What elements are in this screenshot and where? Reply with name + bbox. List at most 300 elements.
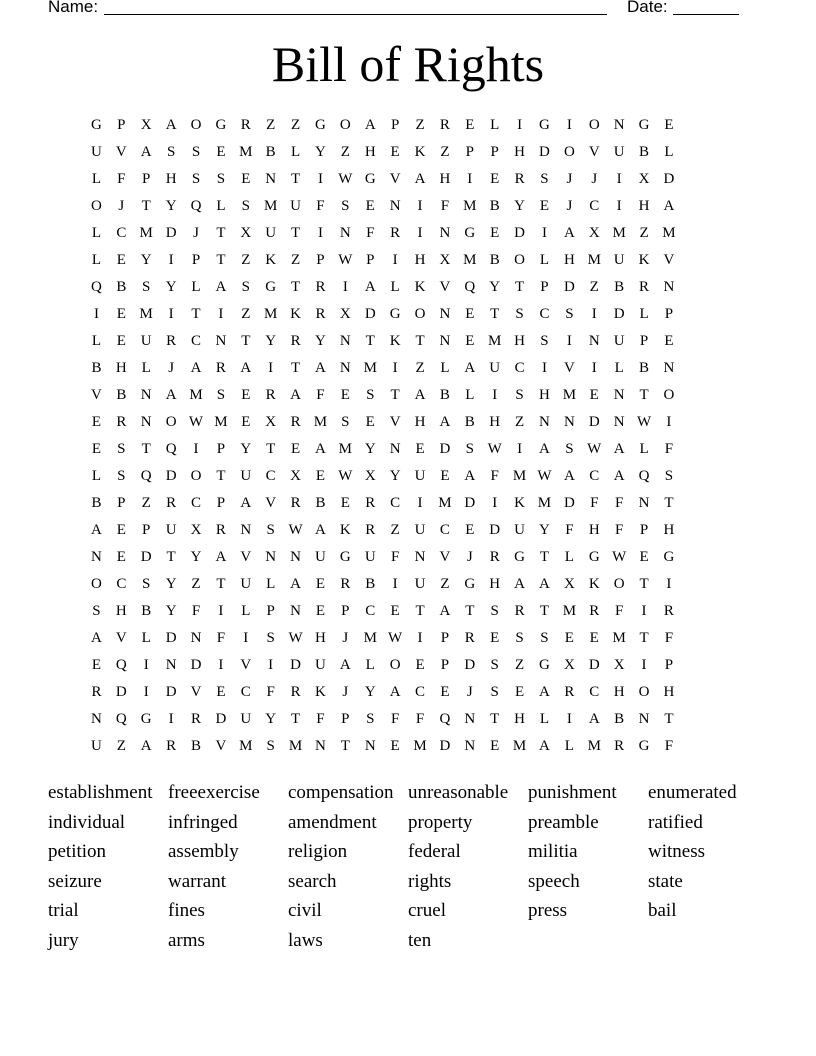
- grid-letter[interactable]: E: [116, 522, 126, 538]
- grid-letter[interactable]: I: [392, 252, 398, 268]
- grid-letter[interactable]: P: [664, 657, 674, 673]
- grid-letter[interactable]: S: [142, 576, 151, 592]
- grid-letter[interactable]: U: [613, 252, 625, 268]
- grid-letter[interactable]: L: [191, 279, 201, 295]
- grid-letter[interactable]: M: [612, 630, 626, 646]
- grid-letter[interactable]: D: [190, 657, 202, 673]
- grid-letter[interactable]: I: [143, 684, 149, 700]
- grid-letter[interactable]: T: [216, 225, 226, 241]
- grid-letter[interactable]: U: [613, 144, 625, 160]
- grid-letter[interactable]: Y: [165, 279, 177, 295]
- grid-letter[interactable]: N: [240, 522, 252, 538]
- grid-letter[interactable]: V: [190, 684, 202, 700]
- grid-letter[interactable]: O: [563, 144, 575, 160]
- grid-letter[interactable]: T: [639, 630, 649, 646]
- grid-letter[interactable]: G: [339, 549, 351, 565]
- grid-letter[interactable]: D: [613, 306, 625, 322]
- grid-letter[interactable]: X: [613, 657, 625, 673]
- grid-letter[interactable]: H: [115, 603, 127, 619]
- grid-letter[interactable]: N: [389, 441, 401, 457]
- grid-letter[interactable]: L: [290, 144, 301, 160]
- grid-letter[interactable]: N: [315, 738, 326, 754]
- grid-letter[interactable]: R: [215, 522, 226, 538]
- grid-letter[interactable]: N: [165, 657, 177, 673]
- grid-letter[interactable]: E: [241, 171, 251, 187]
- grid-letter[interactable]: A: [315, 360, 326, 376]
- name-blank-line[interactable]: [104, 14, 607, 15]
- grid-letter[interactable]: C: [439, 522, 450, 538]
- grid-letter[interactable]: I: [193, 441, 199, 457]
- grid-letter[interactable]: V: [115, 630, 127, 646]
- grid-letter[interactable]: K: [414, 144, 426, 160]
- grid-letter[interactable]: S: [191, 171, 201, 187]
- grid-letter[interactable]: U: [165, 522, 177, 538]
- grid-letter[interactable]: M: [338, 441, 353, 457]
- grid-letter[interactable]: L: [664, 144, 674, 160]
- grid-letter[interactable]: D: [215, 711, 227, 727]
- grid-letter[interactable]: T: [639, 576, 649, 592]
- grid-letter[interactable]: A: [364, 279, 376, 295]
- grid-letter[interactable]: Z: [141, 495, 151, 511]
- grid-letter[interactable]: D: [165, 630, 177, 646]
- grid-letter[interactable]: T: [490, 711, 500, 727]
- grid-letter[interactable]: D: [539, 144, 550, 160]
- grid-letter[interactable]: H: [364, 144, 376, 160]
- grid-letter[interactable]: V: [389, 414, 401, 430]
- grid-letter[interactable]: F: [440, 198, 450, 214]
- grid-letter[interactable]: V: [91, 387, 102, 403]
- grid-letter[interactable]: M: [512, 468, 527, 484]
- grid-letter[interactable]: R: [290, 495, 301, 511]
- grid-letter[interactable]: E: [440, 468, 450, 484]
- grid-letter[interactable]: I: [218, 306, 224, 322]
- grid-letter[interactable]: E: [664, 333, 674, 349]
- grid-letter[interactable]: L: [365, 657, 375, 673]
- grid-letter[interactable]: T: [465, 603, 475, 619]
- grid-letter[interactable]: D: [588, 657, 600, 673]
- grid-letter[interactable]: R: [340, 576, 351, 592]
- grid-letter[interactable]: D: [439, 738, 451, 754]
- grid-letter[interactable]: R: [315, 306, 326, 322]
- grid-letter[interactable]: H: [563, 252, 575, 268]
- grid-letter[interactable]: F: [390, 711, 400, 727]
- grid-letter[interactable]: T: [539, 549, 550, 565]
- grid-letter[interactable]: N: [613, 387, 625, 403]
- grid-letter[interactable]: H: [489, 414, 501, 430]
- grid-letter[interactable]: O: [91, 198, 102, 214]
- grid-letter[interactable]: A: [240, 495, 252, 511]
- grid-letter[interactable]: S: [117, 468, 126, 484]
- grid-letter[interactable]: F: [316, 387, 325, 403]
- grid-letter[interactable]: R: [166, 333, 177, 349]
- grid-letter[interactable]: Y: [364, 684, 376, 700]
- grid-letter[interactable]: Q: [165, 441, 177, 457]
- grid-letter[interactable]: P: [490, 144, 499, 160]
- grid-letter[interactable]: S: [341, 198, 350, 214]
- grid-letter[interactable]: O: [414, 306, 426, 322]
- grid-letter[interactable]: B: [639, 360, 650, 376]
- grid-letter[interactable]: B: [191, 738, 202, 754]
- grid-letter[interactable]: R: [365, 522, 376, 538]
- grid-letter[interactable]: C: [415, 684, 426, 700]
- grid-letter[interactable]: O: [165, 414, 177, 430]
- grid-letter[interactable]: T: [340, 738, 350, 754]
- grid-letter[interactable]: N: [364, 738, 376, 754]
- grid-letter[interactable]: U: [240, 711, 252, 727]
- grid-letter[interactable]: U: [315, 657, 326, 673]
- grid-letter[interactable]: E: [490, 171, 500, 187]
- grid-letter[interactable]: V: [439, 279, 451, 295]
- grid-letter[interactable]: X: [439, 252, 451, 268]
- grid-letter[interactable]: E: [365, 198, 375, 214]
- grid-letter[interactable]: O: [190, 117, 202, 133]
- grid-letter[interactable]: Z: [290, 117, 301, 133]
- grid-letter[interactable]: Q: [91, 279, 102, 295]
- grid-letter[interactable]: Q: [115, 657, 127, 673]
- grid-letter[interactable]: C: [365, 603, 376, 619]
- grid-letter[interactable]: V: [115, 144, 127, 160]
- grid-letter[interactable]: K: [414, 279, 426, 295]
- grid-letter[interactable]: Z: [415, 360, 425, 376]
- grid-letter[interactable]: T: [141, 441, 151, 457]
- grid-letter[interactable]: S: [341, 414, 350, 430]
- grid-letter[interactable]: E: [315, 576, 326, 592]
- grid-letter[interactable]: O: [389, 657, 401, 673]
- grid-letter[interactable]: S: [92, 603, 101, 619]
- grid-letter[interactable]: D: [489, 522, 501, 538]
- grid-letter[interactable]: I: [268, 360, 274, 376]
- grid-letter[interactable]: W: [188, 414, 204, 430]
- grid-letter[interactable]: A: [140, 738, 152, 754]
- grid-letter[interactable]: W: [612, 549, 627, 565]
- grid-letter[interactable]: X: [190, 522, 202, 538]
- grid-letter[interactable]: R: [614, 738, 625, 754]
- grid-letter[interactable]: D: [140, 549, 152, 565]
- grid-letter[interactable]: I: [317, 225, 323, 241]
- grid-letter[interactable]: I: [243, 630, 249, 646]
- grid-letter[interactable]: A: [539, 576, 550, 592]
- grid-letter[interactable]: M: [288, 738, 303, 754]
- grid-letter[interactable]: T: [141, 198, 151, 214]
- grid-letter[interactable]: H: [638, 198, 650, 214]
- grid-letter[interactable]: F: [565, 522, 574, 538]
- grid-letter[interactable]: R: [663, 603, 674, 619]
- grid-letter[interactable]: T: [290, 711, 301, 727]
- grid-letter[interactable]: K: [265, 252, 277, 268]
- grid-letter[interactable]: F: [490, 468, 499, 484]
- grid-letter[interactable]: K: [638, 252, 650, 268]
- grid-letter[interactable]: M: [264, 306, 278, 322]
- grid-letter[interactable]: L: [564, 738, 574, 754]
- grid-letter[interactable]: R: [439, 117, 450, 133]
- grid-letter[interactable]: I: [417, 225, 423, 241]
- grid-letter[interactable]: V: [240, 549, 252, 565]
- grid-letter[interactable]: C: [589, 684, 600, 700]
- grid-letter[interactable]: E: [539, 198, 550, 214]
- grid-letter[interactable]: E: [390, 144, 400, 160]
- grid-letter[interactable]: B: [315, 495, 326, 511]
- grid-letter[interactable]: I: [392, 576, 398, 592]
- grid-letter[interactable]: I: [467, 171, 473, 187]
- grid-letter[interactable]: T: [290, 360, 301, 376]
- grid-letter[interactable]: S: [565, 441, 574, 457]
- grid-letter[interactable]: L: [91, 225, 102, 241]
- grid-letter[interactable]: Y: [265, 333, 277, 349]
- grid-letter[interactable]: N: [91, 711, 102, 727]
- grid-letter[interactable]: S: [540, 333, 549, 349]
- grid-letter[interactable]: X: [563, 576, 575, 592]
- grid-letter[interactable]: P: [540, 279, 549, 295]
- grid-letter[interactable]: L: [266, 576, 276, 592]
- grid-letter[interactable]: N: [290, 549, 301, 565]
- grid-letter[interactable]: G: [539, 117, 550, 133]
- grid-letter[interactable]: A: [563, 468, 575, 484]
- grid-letter[interactable]: K: [389, 333, 401, 349]
- grid-letter[interactable]: N: [638, 495, 650, 511]
- grid-letter[interactable]: A: [290, 387, 301, 403]
- grid-letter[interactable]: S: [565, 306, 574, 322]
- grid-letter[interactable]: L: [216, 198, 226, 214]
- grid-letter[interactable]: B: [614, 279, 625, 295]
- grid-letter[interactable]: O: [613, 576, 625, 592]
- grid-letter[interactable]: I: [517, 441, 523, 457]
- grid-letter[interactable]: U: [315, 549, 326, 565]
- grid-letter[interactable]: Z: [340, 144, 350, 160]
- grid-letter[interactable]: C: [240, 684, 251, 700]
- grid-letter[interactable]: L: [141, 630, 151, 646]
- grid-letter[interactable]: G: [315, 117, 326, 133]
- grid-letter[interactable]: R: [489, 549, 500, 565]
- grid-letter[interactable]: S: [490, 603, 499, 619]
- grid-letter[interactable]: N: [613, 117, 625, 133]
- grid-letter[interactable]: S: [191, 144, 201, 160]
- grid-letter[interactable]: N: [339, 333, 351, 349]
- grid-letter[interactable]: N: [190, 630, 202, 646]
- grid-letter[interactable]: M: [214, 414, 228, 430]
- grid-letter[interactable]: I: [93, 306, 99, 322]
- grid-letter[interactable]: R: [564, 684, 575, 700]
- grid-letter[interactable]: M: [562, 387, 577, 403]
- grid-letter[interactable]: H: [439, 171, 451, 187]
- grid-letter[interactable]: Y: [364, 441, 376, 457]
- grid-letter[interactable]: T: [216, 252, 226, 268]
- grid-letter[interactable]: L: [141, 360, 151, 376]
- grid-letter[interactable]: S: [266, 738, 275, 754]
- grid-letter[interactable]: C: [191, 495, 202, 511]
- grid-letter[interactable]: C: [390, 495, 401, 511]
- grid-letter[interactable]: S: [366, 387, 375, 403]
- grid-letter[interactable]: Z: [390, 522, 400, 538]
- grid-letter[interactable]: J: [342, 684, 349, 700]
- grid-letter[interactable]: E: [340, 495, 350, 511]
- grid-letter[interactable]: A: [240, 360, 252, 376]
- grid-letter[interactable]: P: [316, 252, 325, 268]
- grid-letter[interactable]: X: [638, 171, 650, 187]
- grid-letter[interactable]: E: [290, 441, 301, 457]
- grid-letter[interactable]: F: [590, 495, 599, 511]
- grid-letter[interactable]: T: [241, 333, 251, 349]
- grid-letter[interactable]: E: [639, 549, 649, 565]
- grid-letter[interactable]: J: [168, 360, 175, 376]
- grid-letter[interactable]: N: [439, 306, 451, 322]
- grid-letter[interactable]: D: [364, 306, 376, 322]
- grid-letter[interactable]: U: [414, 522, 426, 538]
- grid-letter[interactable]: U: [91, 144, 102, 160]
- grid-letter[interactable]: F: [390, 549, 400, 565]
- grid-letter[interactable]: M: [463, 198, 477, 214]
- grid-letter[interactable]: U: [514, 522, 525, 538]
- grid-letter[interactable]: R: [464, 630, 475, 646]
- grid-letter[interactable]: I: [666, 576, 672, 592]
- grid-letter[interactable]: R: [290, 684, 301, 700]
- grid-letter[interactable]: A: [215, 279, 227, 295]
- grid-letter[interactable]: U: [140, 333, 152, 349]
- grid-letter[interactable]: R: [215, 360, 226, 376]
- grid-letter[interactable]: N: [563, 414, 575, 430]
- grid-letter[interactable]: N: [439, 333, 451, 349]
- grid-letter[interactable]: X: [563, 657, 575, 673]
- grid-letter[interactable]: M: [363, 630, 377, 646]
- grid-letter[interactable]: L: [465, 387, 475, 403]
- grid-letter[interactable]: S: [117, 441, 126, 457]
- grid-letter[interactable]: P: [341, 711, 350, 727]
- grid-letter[interactable]: I: [218, 657, 224, 673]
- grid-letter[interactable]: W: [338, 468, 353, 484]
- grid-letter[interactable]: P: [117, 495, 126, 511]
- grid-letter[interactable]: T: [664, 711, 674, 727]
- grid-letter[interactable]: D: [165, 684, 177, 700]
- grid-letter[interactable]: H: [315, 630, 326, 646]
- grid-letter[interactable]: F: [614, 495, 624, 511]
- grid-letter[interactable]: O: [339, 117, 351, 133]
- grid-letter[interactable]: S: [216, 171, 226, 187]
- grid-letter[interactable]: Y: [165, 576, 177, 592]
- grid-letter[interactable]: R: [91, 684, 102, 700]
- grid-letter[interactable]: A: [539, 738, 550, 754]
- grid-letter[interactable]: A: [165, 387, 177, 403]
- grid-letter[interactable]: X: [588, 225, 600, 241]
- grid-letter[interactable]: Z: [639, 225, 649, 241]
- grid-letter[interactable]: I: [492, 387, 498, 403]
- grid-letter[interactable]: I: [342, 279, 348, 295]
- grid-letter[interactable]: P: [639, 333, 649, 349]
- grid-letter[interactable]: M: [463, 252, 477, 268]
- grid-letter[interactable]: J: [466, 549, 473, 565]
- grid-letter[interactable]: M: [239, 144, 253, 160]
- grid-letter[interactable]: E: [365, 414, 375, 430]
- grid-letter[interactable]: Y: [190, 549, 202, 565]
- grid-letter[interactable]: N: [539, 414, 550, 430]
- grid-letter[interactable]: I: [417, 630, 423, 646]
- grid-letter[interactable]: E: [116, 252, 126, 268]
- grid-letter[interactable]: X: [265, 414, 277, 430]
- grid-letter[interactable]: W: [537, 468, 552, 484]
- grid-letter[interactable]: I: [392, 360, 398, 376]
- grid-letter[interactable]: L: [614, 360, 624, 376]
- grid-letter[interactable]: I: [566, 333, 572, 349]
- grid-letter[interactable]: J: [118, 198, 125, 214]
- grid-letter[interactable]: V: [563, 360, 575, 376]
- grid-letter[interactable]: A: [315, 522, 326, 538]
- grid-letter[interactable]: X: [290, 468, 301, 484]
- grid-letter[interactable]: N: [389, 198, 401, 214]
- grid-letter[interactable]: E: [390, 738, 400, 754]
- grid-letter[interactable]: P: [266, 603, 275, 619]
- grid-letter[interactable]: S: [241, 279, 250, 295]
- grid-letter[interactable]: I: [417, 495, 423, 511]
- grid-letter[interactable]: R: [290, 333, 301, 349]
- grid-letter[interactable]: R: [240, 117, 251, 133]
- grid-letter[interactable]: I: [541, 225, 547, 241]
- grid-letter[interactable]: Y: [489, 279, 501, 295]
- grid-letter[interactable]: Z: [589, 279, 599, 295]
- grid-letter[interactable]: F: [415, 711, 425, 727]
- grid-letter[interactable]: Z: [515, 657, 525, 673]
- grid-letter[interactable]: H: [115, 360, 127, 376]
- grid-letter[interactable]: R: [166, 738, 177, 754]
- grid-letter[interactable]: H: [613, 684, 625, 700]
- grid-letter[interactable]: E: [241, 414, 251, 430]
- grid-letter[interactable]: L: [91, 333, 102, 349]
- grid-letter[interactable]: N: [265, 171, 277, 187]
- grid-letter[interactable]: I: [641, 603, 647, 619]
- grid-letter[interactable]: K: [339, 522, 351, 538]
- grid-letter[interactable]: P: [216, 441, 226, 457]
- grid-letter[interactable]: M: [512, 738, 527, 754]
- grid-letter[interactable]: B: [116, 387, 127, 403]
- grid-letter[interactable]: F: [266, 684, 275, 700]
- grid-letter[interactable]: S: [465, 441, 474, 457]
- grid-letter[interactable]: E: [490, 738, 500, 754]
- grid-letter[interactable]: T: [515, 279, 525, 295]
- grid-letter[interactable]: T: [191, 306, 201, 322]
- grid-letter[interactable]: M: [189, 387, 203, 403]
- grid-letter[interactable]: E: [390, 603, 400, 619]
- grid-letter[interactable]: E: [91, 414, 102, 430]
- grid-letter[interactable]: E: [91, 441, 102, 457]
- grid-letter[interactable]: I: [143, 657, 149, 673]
- grid-letter[interactable]: A: [414, 387, 426, 403]
- grid-letter[interactable]: E: [116, 549, 126, 565]
- grid-letter[interactable]: K: [588, 576, 600, 592]
- grid-letter[interactable]: I: [168, 252, 174, 268]
- grid-letter[interactable]: E: [465, 306, 475, 322]
- grid-letter[interactable]: P: [117, 117, 126, 133]
- grid-letter[interactable]: E: [440, 684, 450, 700]
- grid-letter[interactable]: G: [389, 306, 401, 322]
- grid-letter[interactable]: G: [464, 576, 476, 592]
- grid-letter[interactable]: A: [215, 549, 227, 565]
- grid-letter[interactable]: Y: [240, 441, 252, 457]
- grid-letter[interactable]: E: [465, 333, 475, 349]
- grid-letter[interactable]: I: [666, 414, 672, 430]
- grid-letter[interactable]: G: [638, 738, 650, 754]
- grid-letter[interactable]: V: [389, 171, 401, 187]
- grid-letter[interactable]: L: [440, 360, 450, 376]
- grid-letter[interactable]: E: [340, 387, 350, 403]
- grid-letter[interactable]: H: [514, 144, 525, 160]
- grid-letter[interactable]: Z: [241, 252, 251, 268]
- grid-letter[interactable]: P: [191, 252, 201, 268]
- grid-letter[interactable]: A: [539, 684, 550, 700]
- grid-letter[interactable]: H: [165, 171, 177, 187]
- grid-letter[interactable]: A: [464, 468, 476, 484]
- grid-letter[interactable]: O: [91, 576, 102, 592]
- grid-letter[interactable]: S: [540, 171, 549, 187]
- grid-letter[interactable]: M: [413, 738, 427, 754]
- grid-letter[interactable]: E: [490, 630, 500, 646]
- grid-letter[interactable]: I: [517, 117, 523, 133]
